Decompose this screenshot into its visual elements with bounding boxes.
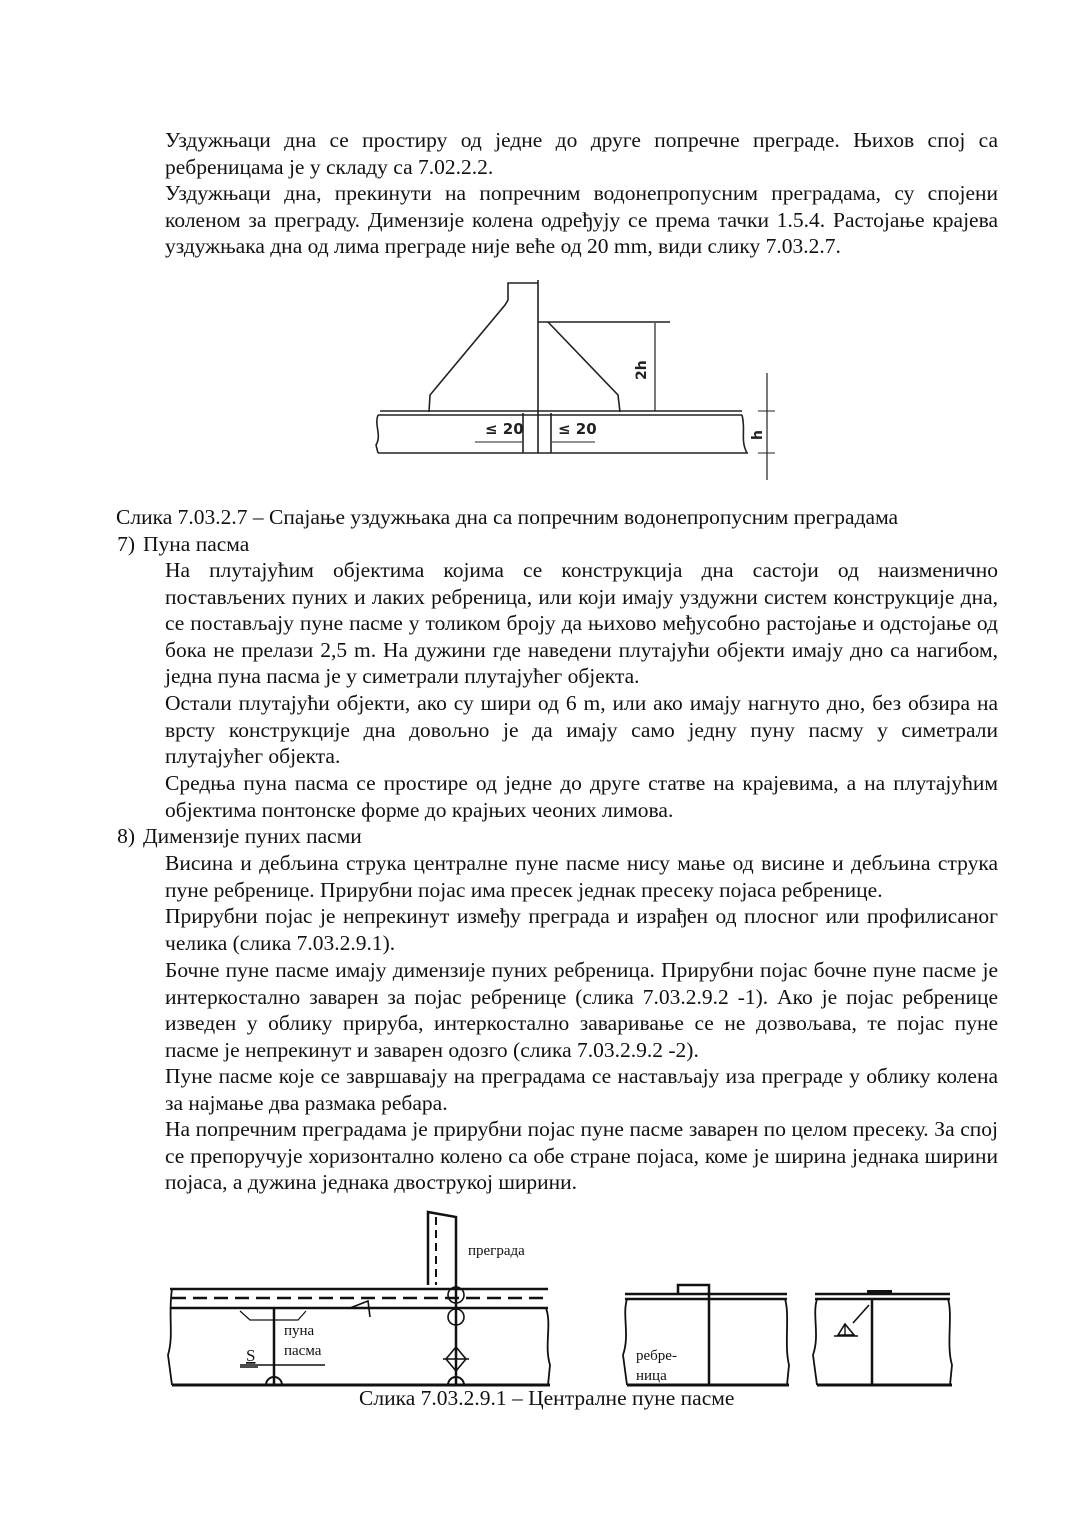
section-7-paragraph-3: Средња пуна пасма се простире од једне до друге статве на крајевима, а на плутајућим објектима понтонске форме до крајњих чеоних лимова. <box>165 771 998 822</box>
left-bracket <box>429 283 538 412</box>
section-8-paragraph-2: Прирубни појас је непрекинут између преграда и израђен од плосног или профилисаног челика (слика 7.03.2.9.1). <box>165 904 998 955</box>
girder-label-line2: пасма <box>284 1343 322 1359</box>
section-8-paragraph-3: Бочне пуне пасме имају димензије пуних ребреница. Прирубни појас бочне пуне пасме је интеркостално заварен за појас ребренице (слика 7.03.2.9.2 -1). Ако је појас ребренице изведен у облику прирубa, интеркостално заваривање се не дозвољава, те појас пуне пасме је непрекинут и заварен одозго (слика 7.03.2.9.2 -2). <box>165 958 998 1062</box>
right-bracket-edge <box>548 322 620 412</box>
gap-right-label: ≤ 20 <box>558 420 597 438</box>
section-8-paragraph-5: На попречним преградама је прирубни појас пуне пасме заварен по целом пресеку. За спој се препоручује хоризонтално колено са обе стране појаса, коме је ширина једнака ширини појаса, а дужина једнака двострукој ширини. <box>165 1117 998 1195</box>
figure-bracket-connection <box>370 280 790 490</box>
section-8-paragraph-1: Висина и дебљина струка централне пуне пасме нису мање од висине и дебљина струка пуне ребренице. Прирубни појас има пресек једнак пресеку појаса ребренице. <box>165 851 998 902</box>
floor-label-line1: ребре- <box>636 1348 677 1364</box>
gap-left-label: ≤ 20 <box>485 420 524 438</box>
section-8-paragraph-4: Пуне пасме које се завршавају на преградама се настављају иза преграде у облику колена за најмање два размака ребара. <box>165 1064 998 1115</box>
paragraph-longitudinals-span: Уздужњаци дна се простиру од једне до друге попречне преграде. Њихов спој са ребреницама је у складу са 7.02.2.2. <box>165 128 998 179</box>
section-8-number: 8) <box>117 824 135 848</box>
section-7-heading <box>105 531 249 557</box>
dimension-h-label: h <box>750 430 766 440</box>
figure-central-girders <box>160 1205 960 1390</box>
section-7-title: Пуна пасма <box>143 532 250 556</box>
section-7-paragraph-1: На плутајућим објектима којима се конструкција дна састоји од наизменично постављених пуних и лаких ребреница, или који имају уздужни систем конструкције дна, се постављају пуне пасме у толиком броју да њихово међусобно растојање и одстојање од бока не прелази 2,5 m. На дужини где наведени плутајући објекти имају дно са нагибом, једна пуна пасма је у симетрали плутајућег објекта. <box>165 558 998 689</box>
section-8-heading <box>105 823 362 849</box>
section-8-title: Димензије пуних пасми <box>143 824 362 848</box>
dimension-2h-label: 2h <box>634 360 650 380</box>
girder-label-line1: пуна <box>284 1323 315 1339</box>
floor-label-line2: ница <box>636 1368 667 1384</box>
bulkhead-label: преграда <box>468 1243 525 1259</box>
section-7-number: 7) <box>117 532 135 556</box>
figure-caption-7-03-2-9-1: Слика 7.03.2.9.1 – Централне пуне пасме <box>359 1386 735 1410</box>
s-dimension-label: S <box>246 1346 256 1365</box>
figure-caption-7-03-2-7: Слика 7.03.2.7 – Спајање уздужњака дна са попречним водонепропусним преградама <box>116 505 899 529</box>
section-7-paragraph-2: Остали плутајући објекти, ако су шири од 6 m, или ако имају нагнуто дно, без обзира на врсту конструкције дна довољно је да имају само једну пуну пасму у симетрали плутајућег објекта. <box>165 691 998 769</box>
paragraph-longitudinals-bracket: Уздужњаци дна, прекинути на попречним водонепропусним преградама, су спојени коленом за преграду. Димензије колена одређују се према тачки 1.5.4. Растојање крајева уздужњака дна од лима преграде није веће од 20 mm, види слику 7.03.2.7. <box>165 181 998 259</box>
